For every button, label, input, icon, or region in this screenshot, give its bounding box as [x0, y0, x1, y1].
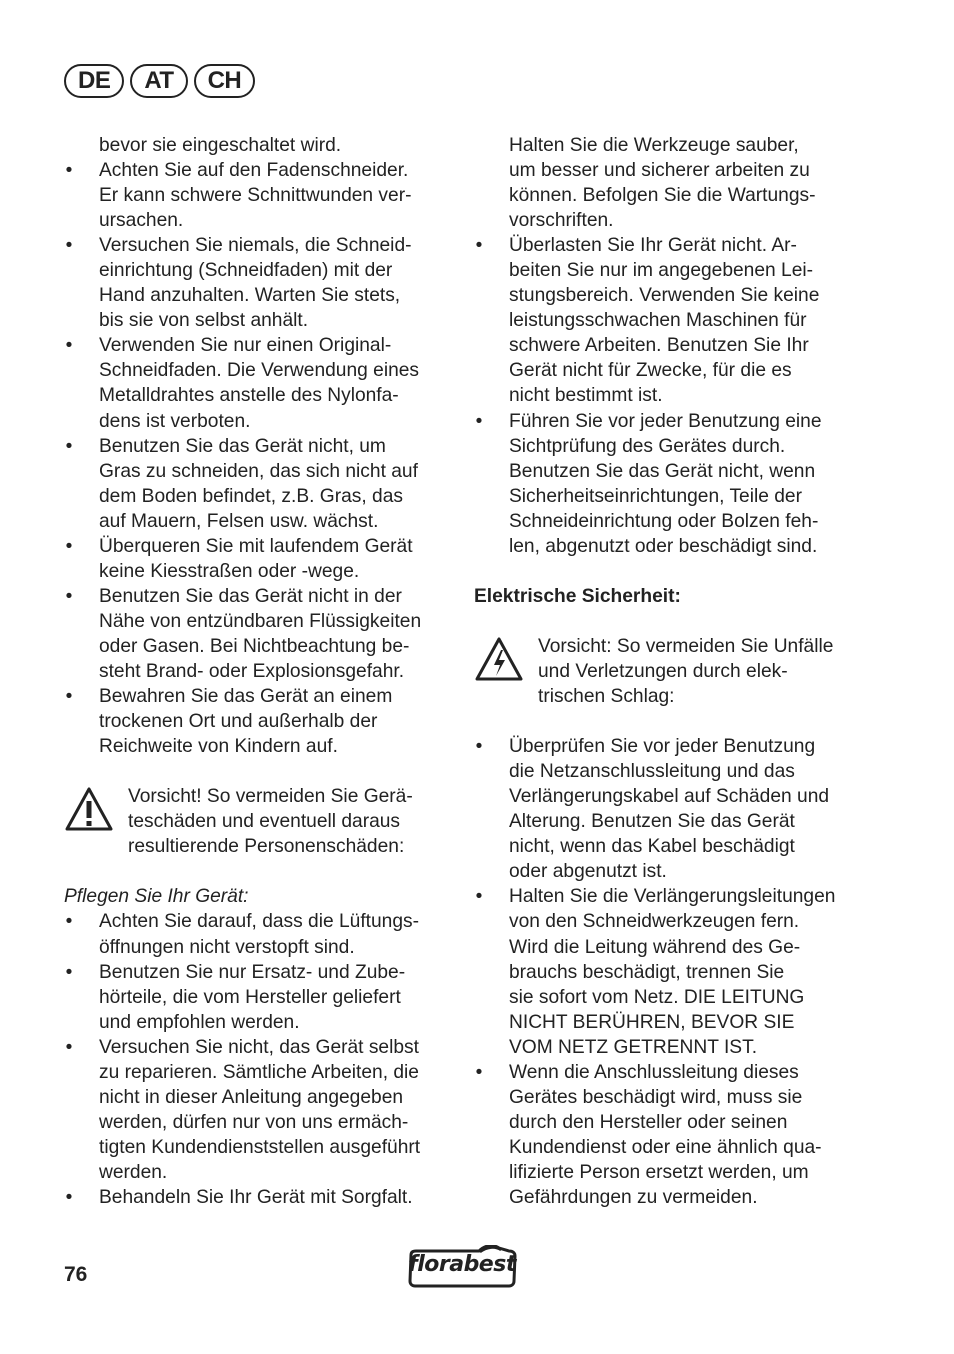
bullet-icon: • [65, 335, 73, 357]
bullet-icon: • [65, 686, 73, 708]
list-item-line: durch den Hersteller oder seinen [509, 1111, 788, 1133]
list-item [474, 884, 874, 1059]
list-item-line: • Benutzen Sie das Gerät nicht in der [64, 584, 454, 609]
list-item [474, 1060, 874, 1210]
bullet-icon: • [65, 585, 73, 607]
list-item-line: von den Schneidwerkzeugen fern. [509, 911, 800, 933]
list-item-line: werden. [99, 1161, 168, 1183]
list-item-line: Nähe von entzündbaren Flüssigkeiten [99, 610, 422, 632]
list-item-line: • Wenn die Anschlussleitung dieses [474, 1060, 874, 1085]
list-item-line: • Bewahren Sie das Gerät an einem [64, 684, 454, 709]
list-item-line: nicht, wenn das Kabel beschädigt [509, 836, 795, 858]
list-item-line: Schneidfaden. Die Verwendung eines [99, 360, 420, 382]
right-bullets-1 [474, 233, 874, 559]
badge-at: AT [130, 64, 187, 98]
list-item-line: • Achten Sie darauf, dass die Lüftungs- [64, 909, 454, 934]
list-item [64, 333, 454, 433]
bullet-icon: • [65, 961, 73, 983]
bullet-icon: • [65, 911, 73, 933]
list-item-line: leistungsschwachen Maschinen für [509, 310, 807, 332]
list-item-line: Gerät nicht für Zwecke, für die es [509, 360, 792, 382]
list-item [64, 534, 454, 584]
list-item [64, 1035, 454, 1185]
list-item-line: NICHT BERÜHREN, BEVOR SIE [509, 1011, 795, 1033]
text-line: resultierende Personenschäden: [128, 836, 405, 858]
language-badges [64, 64, 255, 98]
bullet-icon: • [65, 160, 73, 182]
electric-caution-note [474, 634, 874, 709]
text-line: Vorsicht! So vermeiden Sie Gerä- [128, 786, 413, 808]
list-item-line: • Benutzen Sie nur Ersatz- und Zube- [64, 960, 454, 985]
electric-heading: Elektrische Sicherheit: [474, 585, 681, 607]
list-item-line: lifizierte Person ersetzt werden, um [509, 1161, 809, 1183]
list-item-line: tigten Kundendienststellen ausgeführt [99, 1136, 421, 1158]
list-item-line: oder abgenutzt ist. [509, 861, 667, 883]
list-item-line: dem Boden befindet, z.B. Gras, das [99, 485, 403, 507]
list-item-line: dens ist verboten. [99, 410, 251, 432]
bullet-icon: • [65, 235, 73, 257]
list-item-line: bis sie von selbst anhält. [99, 310, 309, 332]
list-item-line: • Achten Sie auf den Fadenschneider. [64, 158, 454, 183]
list-item-line: brauchs beschädigt, trennen Sie [509, 961, 785, 983]
list-item-line: steht Brand- oder Explosionsgefahr. [99, 660, 405, 682]
list-item-line: nicht in dieser Anleitung angegeben [99, 1086, 404, 1108]
text-line: vorschriften. [509, 210, 614, 232]
electric-hazard-icon [474, 636, 524, 682]
caution-text [128, 784, 454, 859]
list-item-line: Reichweite von Kindern auf. [99, 736, 338, 758]
list-item-line: öffnungen nicht verstopft sind. [99, 936, 355, 958]
list-item-line: • Versuchen Sie nicht, das Gerät selbst [64, 1035, 454, 1060]
list-item [474, 233, 874, 408]
list-item-line: • Überlasten Sie Ihr Gerät nicht. Ar- [474, 233, 874, 258]
list-item-line: die Netzanschlussleitung und das [509, 761, 795, 783]
list-item [64, 584, 454, 684]
list-item-line: sie sofort vom Netz. DIE LEITUNG [509, 986, 805, 1008]
list-item [64, 1185, 454, 1210]
list-item [474, 734, 874, 884]
list-item-line: Sichtprüfung des Gerätes durch. [509, 435, 786, 457]
warning-triangle-icon [64, 786, 114, 832]
list-item-line: Metalldrahtes anstelle des Nylonfa- [99, 385, 399, 407]
bullet-icon: • [65, 1186, 73, 1208]
list-item-line: • Behandeln Sie Ihr Gerät mit Sorgfalt. [64, 1185, 454, 1210]
list-item-line: len, abgenutzt oder beschädigt sind. [509, 535, 818, 557]
list-item-line: Gras zu schneiden, das sich nicht auf [99, 460, 418, 482]
bullet-icon: • [65, 435, 73, 457]
bullet-icon: • [475, 736, 483, 758]
text-line: Halten Sie die Werkzeuge sauber, [509, 135, 799, 156]
left-bullets-2 [64, 909, 454, 1210]
intro-line: bevor sie eingeschaltet wird. [99, 135, 342, 156]
list-item-line: schwere Arbeiten. Benutzen Sie Ihr [509, 335, 809, 357]
list-item-line: ursachen. [99, 210, 184, 232]
list-item-line: auf Mauern, Felsen usw. wächst. [99, 510, 379, 532]
text-line: um besser und sicherer arbeiten zu [509, 160, 810, 182]
care-heading: Pflegen Sie Ihr Gerät: [64, 886, 249, 908]
list-item [474, 409, 874, 559]
badge-ch: CH [194, 64, 256, 98]
electric-caution-text [538, 634, 874, 709]
list-item-line: • Benutzen Sie das Gerät nicht, um [64, 434, 454, 459]
text-line: trischen Schlag: [538, 686, 675, 708]
list-item-line: • Verwenden Sie nur einen Original- [64, 333, 454, 358]
bullet-icon: • [475, 1061, 483, 1083]
list-item [64, 434, 454, 534]
text-line: und Verletzungen durch elek- [538, 660, 788, 682]
list-item-line: Alterung. Benutzen Sie das Gerät [509, 811, 795, 833]
text-line: teschäden und eventuell daraus [128, 811, 401, 833]
list-item-line: trockenen Ort und außerhalb der [99, 711, 378, 733]
list-item-line: und empfohlen werden. [99, 1011, 300, 1033]
text-line: Vorsicht: So vermeiden Sie Unfälle [538, 635, 834, 657]
list-item-line: Gerätes beschädigt wird, muss sie [509, 1086, 803, 1108]
continuation-text [474, 133, 874, 233]
list-item-line: beiten Sie nur im angegebenen Lei- [509, 260, 814, 282]
list-item-line: Hand anzuhalten. Warten Sie stets, [99, 285, 401, 307]
list-item-line: Schneideinrichtung oder Bolzen feh- [509, 510, 819, 532]
list-item-line: nicht bestimmt ist. [509, 385, 663, 407]
list-item-line: • Halten Sie die Verlängerungsleitungen [474, 884, 874, 909]
list-item-line: Benutzen Sie das Gerät nicht, wenn [509, 460, 816, 482]
bullet-icon: • [475, 886, 483, 908]
list-item-line: • Überqueren Sie mit laufendem Gerät [64, 534, 454, 559]
list-item [64, 684, 454, 759]
list-item-line: Kundendienst oder eine ähnlich qua- [509, 1136, 822, 1158]
list-item-line: einrichtung (Schneidfaden) mit der [99, 260, 393, 282]
list-item-line: zu reparieren. Sämtliche Arbeiten, die [99, 1061, 419, 1083]
bullet-icon: • [65, 1036, 73, 1058]
page-number: 76 [64, 1263, 88, 1286]
list-item-line: hörteile, die vom Hersteller geliefert [99, 986, 401, 1008]
list-item-line: Er kann schwere Schnittwunden ver- [99, 185, 412, 207]
bullet-icon: • [475, 410, 483, 432]
badge-de: DE [64, 64, 124, 98]
logo-wordmark: florabest [408, 1252, 516, 1277]
list-item-line: • Überprüfen Sie vor jeder Benutzung [474, 734, 874, 759]
left-bullets-1 [64, 158, 454, 759]
list-item-line: Gefährdungen zu vermeiden. [509, 1186, 758, 1208]
list-item-line: Wird die Leitung während des Ge- [509, 936, 801, 958]
list-item-line: VOM NETZ GETRENNT IST. [509, 1036, 758, 1058]
caution-note [64, 784, 454, 859]
list-item-line: Sicherheitseinrichtungen, Teile der [509, 485, 802, 507]
left-column [64, 133, 454, 1210]
list-item-line: stungsbereich. Verwenden Sie keine [509, 285, 820, 307]
florabest-logo [405, 1245, 519, 1289]
right-column [474, 133, 874, 1210]
list-item-line: oder Gasen. Bei Nichtbeachtung be- [99, 635, 410, 657]
bullet-icon: • [475, 235, 483, 257]
list-item-line: • Versuchen Sie niemals, die Schneid- [64, 233, 454, 258]
list-item-line: • Führen Sie vor jeder Benutzung eine [474, 409, 874, 434]
list-item [64, 960, 454, 1035]
list-item-line: werden, dürfen nur von uns ermäch- [99, 1111, 409, 1133]
right-bullets-2 [474, 734, 874, 1210]
list-item-line: Verlängerungskabel auf Schäden und [509, 786, 830, 808]
bullet-icon: • [65, 535, 73, 557]
list-item-line: keine Kiesstraßen oder -wege. [99, 560, 360, 582]
list-item [64, 158, 454, 233]
list-item [64, 909, 454, 959]
text-line: können. Befolgen Sie die Wartungs- [509, 185, 816, 207]
list-item [64, 233, 454, 333]
